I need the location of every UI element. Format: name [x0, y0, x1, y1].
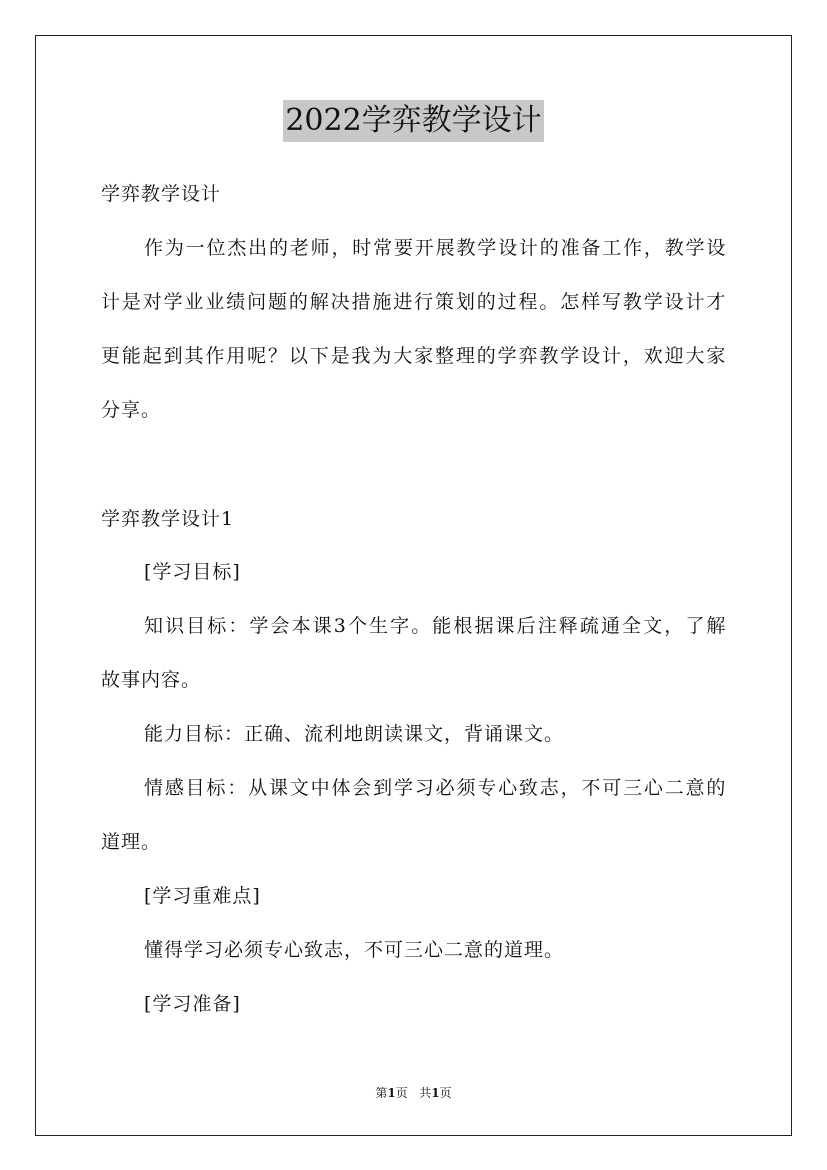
key-points-heading: [学习重难点] — [144, 885, 261, 907]
footer-page-total: 1 — [431, 1086, 440, 1100]
intro-line-4: 分享。 — [101, 399, 162, 421]
ability-goal: 能力目标：正确、流利地朗读课文，背诵课文。 — [144, 723, 565, 745]
footer-page-suffix: 页 — [439, 1086, 452, 1100]
goals-heading: [学习目标] — [144, 561, 241, 583]
title-container — [0, 100, 827, 142]
intro-line-1: 作为一位杰出的老师，时常要开展教学设计的准备工作，教学设 — [144, 237, 726, 259]
emotion-goal-line-1: 情感目标：从课文中体会到学习必须专心致志，不可三心二意的 — [144, 777, 726, 799]
page-footer — [0, 1085, 827, 1101]
section-heading: 学弈教学设计1 — [101, 508, 235, 530]
knowledge-goal-line-2: 故事内容。 — [101, 669, 202, 691]
footer-page-mid: 页 共 — [395, 1086, 432, 1100]
document-title: 2022学弈教学设计 — [283, 100, 543, 142]
intro-line-2: 计是对学业业绩问题的解决措施进行策划的过程。怎样写教学设计才 — [101, 291, 726, 313]
intro-line-3: 更能起到其作用呢？以下是我为大家整理的学弈教学设计，欢迎大家 — [101, 345, 726, 367]
emotion-goal-line-2: 道理。 — [101, 831, 162, 853]
preparation-heading: [学习准备] — [144, 993, 241, 1015]
knowledge-goal-line-1: 知识目标：学会本课3个生字。能根据课后注释疏通全文，了解 — [144, 615, 726, 637]
document-subtitle: 学弈教学设计 — [101, 183, 222, 205]
footer-page-current: 1 — [387, 1086, 396, 1100]
key-points-text: 懂得学习必须专心致志，不可三心二意的道理。 — [144, 939, 565, 961]
footer-page-prefix: 第 — [375, 1086, 388, 1100]
